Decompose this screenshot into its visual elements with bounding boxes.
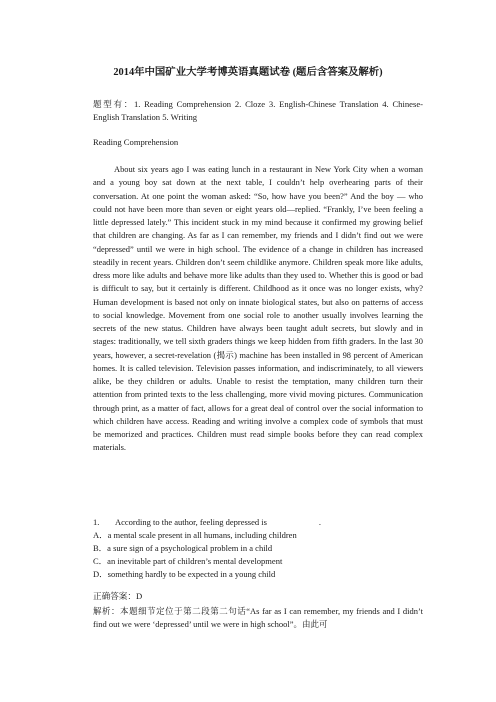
question-number: 1. xyxy=(93,517,100,527)
option-a: A．a mental scale present in all humans, including children xyxy=(93,530,297,541)
option-d: D．something hardly to be expected in a young child xyxy=(93,569,276,580)
question-1 xyxy=(93,516,423,581)
option-b: B．a sure sign of a psychological problem in a child xyxy=(93,543,273,554)
page-title: 2014年中国矿业大学考博英语真题试卷 (题后含答案及解析) xyxy=(113,67,383,78)
answer-explanation: 解析：本题细节定位于第二段第二句话“As far as I can remember, my friends and I didn’t find out we were ‘depressed’ until we were in high school”。由此可 xyxy=(93,606,423,630)
option-c: C．an inevitable part of children’s mental development xyxy=(93,556,283,567)
section-heading: Reading Comprehension xyxy=(93,137,179,147)
reading-passage: About six years ago I was eating lunch in a restaurant in New York City when a woman and a young boy sat down at the next table, I couldn’t help overhearing parts of their conversation. At one point the woman asked: “So, how have you been?” And the boy — who could not have been more than seven or eight years old—replied. “Frankly, I’ve been feeling a little depressed lately.” This incident stuck in my mind because it confirmed my growing belief that children are changing. As far as I can remember, my friends and I didn’t find out we were “depressed” until we were in high school. The evidence of a change in children has increased steadily in recent years. Children don’t seem childlike anymore. Children speak more like adults, dress more like adults and behave more like adults than they used to. Whether this is good or bad is difficult to say, but it certainly is different. Childhood as it once was no longer exists, why? Human development is based not only on innate biological states, but also on patterns of access to social knowledge. Movement from one social role to another usually involves learning the secrets of the new status. Children have always been taught adult secrets, but slowly and in stages: traditionally, we tell sixth graders things we keep hidden from fifth graders. In the last 30 years, however, a secret-revelation (揭示) machine has been installed in 98 percent of American homes. It is called television. Television passes information, and indiscriminately, to all viewers alike, be they children or adults. Unable to resist the temptation, many children turn their attention from printed texts to the less challenging, more vivid moving pictures. Communication through print, as a matter of fact, allows for a great deal of control over the social information to which children have access. Reading and writing involve a complex code of symbols that must be memorized and practices. Children must read simple books before they can read complex materials. xyxy=(93,164,423,453)
question-types: 题型有：1. Reading Comprehension 2. Cloze 3. English-Chinese Translation 4. Chinese-English Translation 5. Writing xyxy=(93,99,423,123)
correct-answer: 正确答案：D xyxy=(93,591,143,601)
question-stem-text: According to the author, feeling depressed is xyxy=(115,517,267,527)
question-stem-end: . xyxy=(318,517,322,527)
question-stem xyxy=(93,516,423,529)
